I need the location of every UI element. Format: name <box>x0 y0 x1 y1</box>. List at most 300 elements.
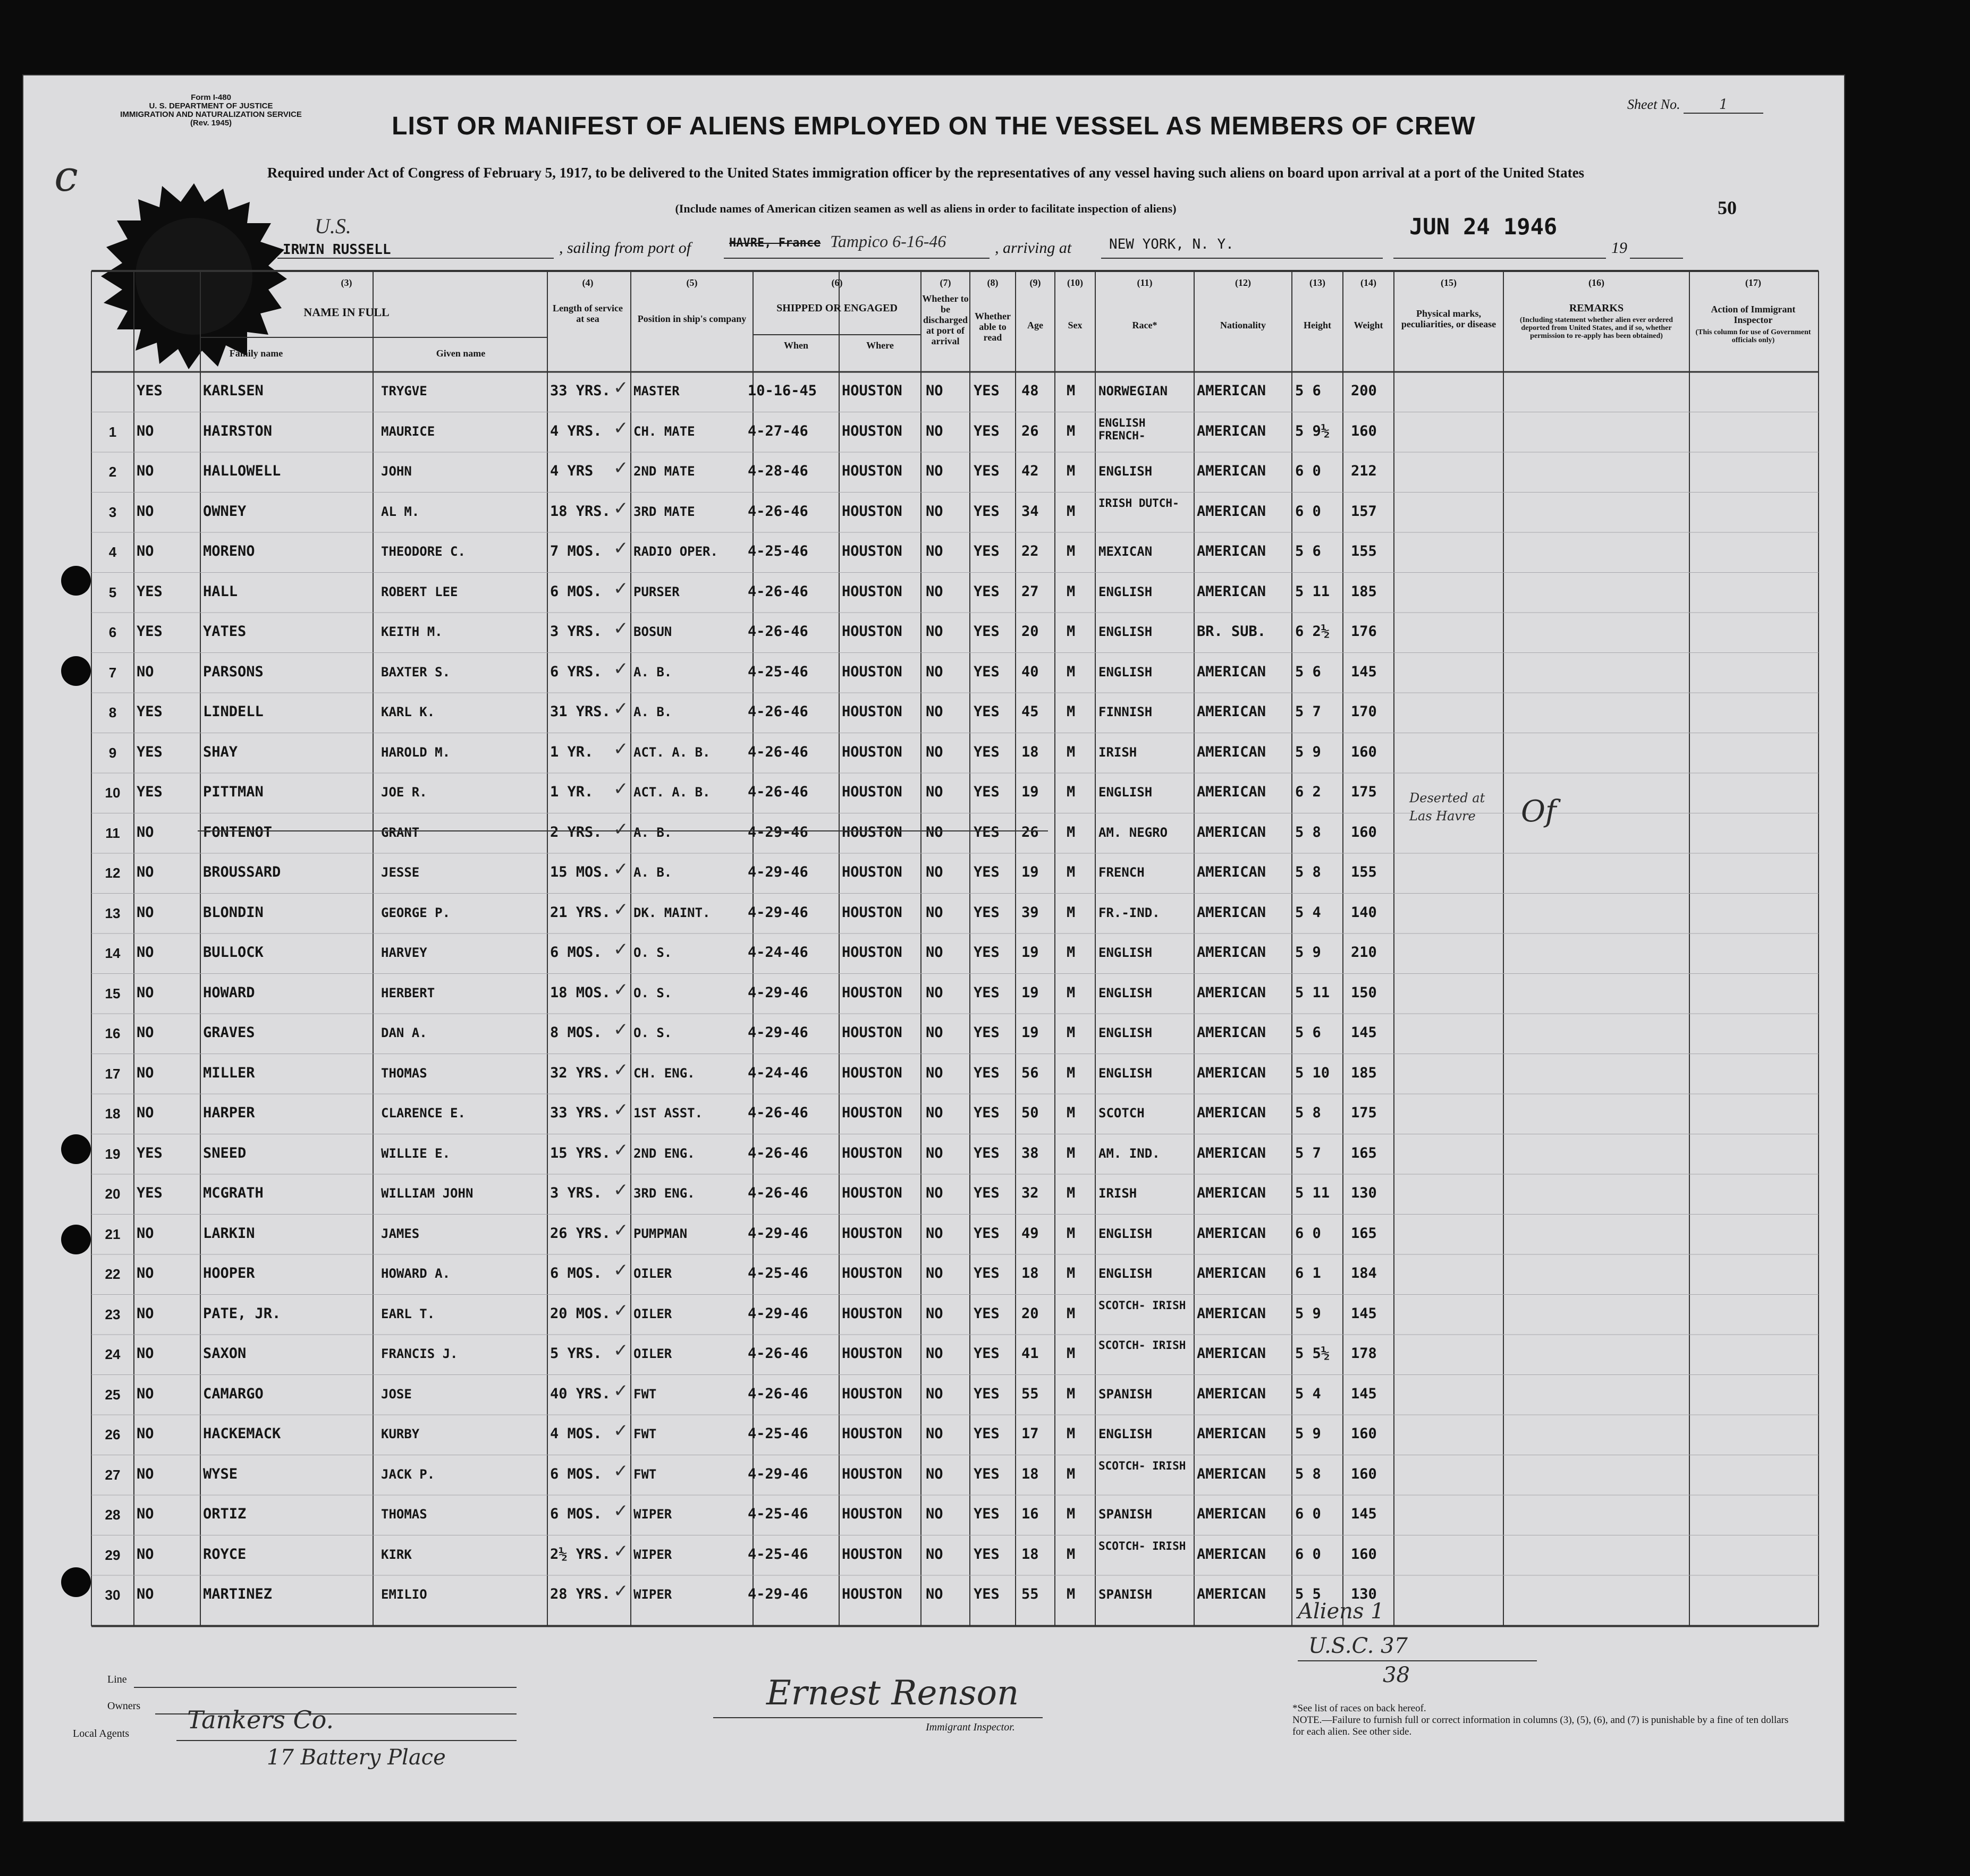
crew-shipped-when: 4-26-46 <box>748 583 808 600</box>
crew-race: SPANISH <box>1098 1386 1153 1402</box>
col13-title: Height <box>1304 320 1331 330</box>
crew-position: MASTER <box>633 384 680 398</box>
crew-discharge: NO <box>926 1385 943 1402</box>
crew-age: 56 <box>1021 1064 1039 1081</box>
crew-shipped-where: HOUSTON <box>842 984 902 1001</box>
crew-sex: M <box>1067 1105 1076 1121</box>
crew-can-read: YES <box>974 1064 1000 1081</box>
crew-family-name: HALLOWELL <box>203 463 281 479</box>
col9-number: (9) <box>1029 277 1041 288</box>
col17-number: (17) <box>1745 277 1761 288</box>
crew-service-length: 6 MOS. <box>550 583 602 600</box>
crew-race: ENGLISH FRENCH- <box>1098 416 1146 442</box>
crew-discharge: NO <box>926 1305 943 1322</box>
crew-weight: 175 <box>1351 784 1377 800</box>
crew-nationality: AMERICAN <box>1197 1265 1266 1281</box>
crew-nationality: AMERICAN <box>1197 1024 1266 1041</box>
crew-age: 19 <box>1021 864 1039 880</box>
crew-race: IRISH <box>1098 1186 1137 1201</box>
crew-can-read: YES <box>974 1024 1000 1041</box>
crew-shipped-where: HOUSTON <box>842 1425 902 1442</box>
form-number: Form I-480 <box>191 93 231 102</box>
crew-service-length: 6 MOS. <box>550 1506 602 1522</box>
crew-family-name: PATE, JR. <box>203 1305 281 1322</box>
crew-race: ENGLISH <box>1098 1065 1153 1081</box>
crew-discharge: NO <box>926 623 943 640</box>
crew-nationality: AMERICAN <box>1197 984 1266 1001</box>
inspector-signature: Ernest Renson <box>766 1674 1019 1713</box>
crew-position: OILER <box>633 1266 672 1281</box>
crew-height: 5 9 <box>1295 944 1321 961</box>
check-mark-icon: ✓ <box>613 1581 629 1602</box>
check-mark-icon: ✓ <box>613 1260 629 1281</box>
crew-family-name: ROYCE <box>203 1546 247 1563</box>
col5-number: (5) <box>686 277 698 288</box>
crew-shipped-when: 4-25-46 <box>748 1506 808 1522</box>
crew-given-name: THOMAS <box>381 1065 427 1081</box>
row-number: 24 <box>105 1346 121 1362</box>
crew-shipped-when: 4-26-46 <box>748 784 808 800</box>
footnote <box>1292 1703 1797 1738</box>
crew-can-read: YES <box>974 583 1000 600</box>
departure-port: HAVRE, France <box>729 236 821 250</box>
crew-discharge: NO <box>926 1105 943 1121</box>
row-number: 19 <box>105 1145 121 1162</box>
crew-citizen: NO <box>137 543 154 559</box>
crew-age: 19 <box>1021 784 1039 800</box>
crew-position: 2ND MATE <box>633 464 695 479</box>
crew-shipped-where: HOUSTON <box>842 503 902 520</box>
crew-weight: 130 <box>1351 1185 1377 1201</box>
crew-weight: 157 <box>1351 503 1377 520</box>
crew-race: ENGLISH <box>1098 624 1153 639</box>
crew-height: 5 8 <box>1295 1105 1321 1121</box>
crew-sex: M <box>1067 383 1076 399</box>
crew-shipped-where: HOUSTON <box>842 1506 902 1522</box>
col6-title: SHIPPED OR ENGAGED <box>776 302 898 314</box>
crew-sex: M <box>1067 1345 1076 1362</box>
crew-sex: M <box>1067 1185 1076 1201</box>
check-mark-icon: ✓ <box>613 1540 629 1562</box>
crew-discharge: NO <box>926 1546 943 1563</box>
crew-family-name: BULLOCK <box>203 944 264 961</box>
crew-shipped-when: 4-29-46 <box>748 864 808 880</box>
inspector-label: Immigrant Inspector. <box>926 1721 1015 1733</box>
crew-shipped-when: 4-26-46 <box>748 703 808 720</box>
crew-can-read: YES <box>974 1144 1000 1161</box>
crew-nationality: AMERICAN <box>1197 1425 1266 1442</box>
crew-service-length: 15 YRS. <box>550 1144 611 1161</box>
crew-discharge: NO <box>926 422 943 439</box>
crew-given-name: CLARENCE E. <box>381 1106 466 1120</box>
crew-position: PUMPMAN <box>633 1226 688 1241</box>
crew-family-name: KARLSEN <box>203 383 264 399</box>
crew-citizen: NO <box>137 1465 154 1482</box>
crew-can-read: YES <box>974 503 1000 520</box>
crew-nationality: AMERICAN <box>1197 1465 1266 1482</box>
crew-family-name: OWNEY <box>203 503 247 520</box>
year-label: 19 <box>1611 239 1627 257</box>
crew-service-length: 33 YRS. <box>550 1105 611 1121</box>
crew-shipped-where: HOUSTON <box>842 1064 902 1081</box>
agents-label: Local Agents <box>73 1728 130 1739</box>
col3-number: (3) <box>341 277 352 288</box>
crew-given-name: JAMES <box>381 1226 420 1241</box>
crew-race: MEXICAN <box>1098 544 1153 559</box>
crew-sex: M <box>1067 984 1076 1001</box>
crew-position: ACT. A. B. <box>633 785 711 800</box>
crew-service-length: 8 MOS. <box>550 1024 602 1041</box>
crew-sex: M <box>1067 1144 1076 1161</box>
crew-citizen: NO <box>137 1586 154 1602</box>
crew-race: NORWEGIAN <box>1098 384 1168 398</box>
crew-given-name: EMILIO <box>381 1587 427 1602</box>
row-number: 17 <box>105 1065 121 1082</box>
crew-discharge: NO <box>926 824 943 841</box>
crew-service-length: 18 MOS. <box>550 984 611 1001</box>
crew-age: 34 <box>1021 503 1039 520</box>
crew-weight: 145 <box>1351 1506 1377 1522</box>
row-number: 13 <box>105 905 121 921</box>
check-mark-icon: ✓ <box>613 1099 629 1120</box>
crew-race: SCOTCH <box>1098 1106 1145 1120</box>
crew-discharge: NO <box>926 663 943 680</box>
sailing-label: , sailing from port of <box>559 239 691 257</box>
crew-shipped-where: HOUSTON <box>842 1225 902 1242</box>
crew-can-read: YES <box>974 1225 1000 1242</box>
crew-shipped-when: 4-26-46 <box>748 623 808 640</box>
crew-can-read: YES <box>974 1546 1000 1563</box>
crew-given-name: GRANT <box>381 825 420 840</box>
crew-age: 48 <box>1021 383 1039 399</box>
crew-discharge: NO <box>926 1506 943 1522</box>
crew-nationality: AMERICAN <box>1197 383 1266 399</box>
crew-discharge: NO <box>926 463 943 479</box>
crew-shipped-where: HOUSTON <box>842 703 902 720</box>
crew-discharge: NO <box>926 864 943 880</box>
crew-can-read: YES <box>974 904 1000 921</box>
check-mark-icon: ✓ <box>613 859 629 880</box>
crew-discharge: NO <box>926 784 943 800</box>
crew-given-name: KEITH M. <box>381 624 443 639</box>
crew-age: 19 <box>1021 984 1039 1001</box>
crew-race: ENGLISH <box>1098 664 1153 680</box>
footnote-races: *See list of races on back hereof. <box>1292 1703 1426 1714</box>
crew-given-name: KARL K. <box>381 704 435 719</box>
crew-nationality: BR. SUB. <box>1197 623 1266 640</box>
crew-position: A. B. <box>633 664 672 680</box>
check-mark-icon: ✓ <box>613 778 629 800</box>
crew-weight: 176 <box>1351 623 1377 640</box>
crew-weight: 160 <box>1351 743 1377 760</box>
crew-given-name: JOE R. <box>381 785 427 800</box>
crew-weight: 170 <box>1351 703 1377 720</box>
crew-family-name: GRAVES <box>203 1024 255 1041</box>
crew-family-name: PITTMAN <box>203 784 264 800</box>
crew-age: 26 <box>1021 824 1039 841</box>
crew-service-length: 15 MOS. <box>550 864 611 880</box>
col17-subtitle: (This column for use of Government officials only) <box>1695 328 1811 344</box>
service-name: IMMIGRATION AND NATURALIZATION SERVICE <box>120 110 302 119</box>
col8-title: Whether able to read <box>975 311 1011 343</box>
crew-service-length: 3 YRS. <box>550 1185 602 1201</box>
crew-shipped-where: HOUSTON <box>842 583 902 600</box>
crew-shipped-where: HOUSTON <box>842 1345 902 1362</box>
vessel-prefix: U.S. <box>315 214 351 238</box>
crew-weight: 155 <box>1351 864 1377 880</box>
crew-weight: 140 <box>1351 904 1377 921</box>
crew-position: O. S. <box>633 985 672 1000</box>
crew-citizen: NO <box>137 1385 154 1402</box>
crew-service-length: 6 YRS. <box>550 663 602 680</box>
arrival-port: NEW YORK, N. Y. <box>1109 236 1234 252</box>
crew-citizen: NO <box>137 1506 154 1522</box>
row-number: 30 <box>105 1587 121 1603</box>
crew-race: IRISH DUTCH- <box>1098 496 1179 510</box>
crew-race: ENGLISH <box>1098 785 1153 800</box>
crew-height: 5 7 <box>1295 703 1321 720</box>
crew-position: FWT <box>633 1466 657 1482</box>
crew-age: 19 <box>1021 944 1039 961</box>
crew-can-read: YES <box>974 1425 1000 1442</box>
arrival-date: JUN 24 1946 <box>1409 214 1558 240</box>
crew-can-read: YES <box>974 1105 1000 1121</box>
crew-age: 45 <box>1021 703 1039 720</box>
check-mark-icon: ✓ <box>613 898 629 920</box>
crew-family-name: SNEED <box>203 1144 247 1161</box>
row-number: 15 <box>105 985 121 1001</box>
row-number: 21 <box>105 1226 121 1242</box>
crew-position: 3RD MATE <box>633 504 695 519</box>
crew-shipped-when: 4-25-46 <box>748 1546 808 1563</box>
crew-service-length: 33 YRS. <box>550 383 611 399</box>
crew-service-length: 40 YRS. <box>550 1385 611 1402</box>
crew-family-name: MORENO <box>203 543 255 559</box>
subtitle-note: (Include names of American citizen seamen as well as aliens in order to facilitate inspection of aliens) <box>675 202 1177 215</box>
crew-given-name: WILLIE E. <box>381 1145 451 1161</box>
crew-shipped-when: 4-25-46 <box>748 663 808 680</box>
col-where: Where <box>866 340 894 351</box>
crew-shipped-when: 4-27-46 <box>748 422 808 439</box>
crew-citizen: NO <box>137 1225 154 1242</box>
check-mark-icon: ✓ <box>613 818 629 840</box>
crew-family-name: HOOPER <box>203 1265 255 1281</box>
col11-number: (11) <box>1137 277 1153 288</box>
crew-can-read: YES <box>974 703 1000 720</box>
col4-number: (4) <box>582 277 594 288</box>
crew-position: RADIO OPER. <box>633 544 718 559</box>
crew-weight: 165 <box>1351 1144 1377 1161</box>
crew-nationality: AMERICAN <box>1197 1546 1266 1563</box>
crew-sex: M <box>1067 784 1076 800</box>
crew-given-name: GEORGE P. <box>381 905 451 920</box>
crew-weight: 185 <box>1351 583 1377 600</box>
crew-service-length: 4 YRS <box>550 463 594 479</box>
crew-age: 18 <box>1021 1546 1039 1563</box>
check-mark-icon: ✓ <box>613 738 629 760</box>
check-mark-icon: ✓ <box>613 1340 629 1361</box>
crew-weight: 212 <box>1351 463 1377 479</box>
col14-number: (14) <box>1360 277 1376 288</box>
crew-sex: M <box>1067 422 1076 439</box>
crew-citizen: NO <box>137 904 154 921</box>
crew-shipped-where: HOUSTON <box>842 944 902 961</box>
crew-nationality: AMERICAN <box>1197 784 1266 800</box>
col7-number: (7) <box>940 277 951 288</box>
crew-can-read: YES <box>974 422 1000 439</box>
crew-can-read: YES <box>974 743 1000 760</box>
crew-height: 5 11 <box>1295 1185 1330 1201</box>
crew-given-name: JOSE <box>381 1386 412 1402</box>
row-number: 29 <box>105 1547 121 1563</box>
check-mark-icon: ✓ <box>613 578 629 599</box>
row11-remark: Deserted at Las Havre <box>1409 791 1485 824</box>
crew-race: ENGLISH <box>1098 1025 1153 1040</box>
crew-position: DK. MAINT. <box>633 905 711 920</box>
crew-discharge: NO <box>926 944 943 961</box>
crew-sex: M <box>1067 1225 1076 1242</box>
crew-race: ENGLISH <box>1098 464 1153 479</box>
crew-shipped-when: 4-29-46 <box>748 1024 808 1041</box>
crew-height: 5 8 <box>1295 864 1321 880</box>
crew-family-name: PARSONS <box>203 663 264 680</box>
crew-service-length: 1 YR. <box>550 743 594 760</box>
crew-sex: M <box>1067 1465 1076 1482</box>
crew-citizen: YES <box>137 1144 163 1161</box>
crew-race: ENGLISH <box>1098 1226 1153 1241</box>
crew-sex: M <box>1067 904 1076 921</box>
crew-service-length: 4 YRS. <box>550 422 602 439</box>
crew-shipped-when: 4-29-46 <box>748 1586 808 1602</box>
crew-race: ENGLISH <box>1098 945 1153 960</box>
crew-position: O. S. <box>633 1025 672 1040</box>
crew-age: 22 <box>1021 543 1039 559</box>
crew-height: 5 11 <box>1295 583 1330 600</box>
check-mark-icon: ✓ <box>613 618 629 639</box>
punch-hole <box>61 566 91 596</box>
crew-height: 6 0 <box>1295 503 1321 520</box>
crew-given-name: KIRK <box>381 1547 412 1562</box>
col3-title: NAME IN FULL <box>303 305 390 319</box>
crew-height: 5 5½ <box>1295 1345 1330 1362</box>
crew-sex: M <box>1067 1385 1076 1402</box>
crew-can-read: YES <box>974 944 1000 961</box>
crew-sex: M <box>1067 1546 1076 1563</box>
row-number: 14 <box>105 945 121 961</box>
owners-label: Owners <box>107 1700 141 1712</box>
crew-family-name: SHAY <box>203 743 238 760</box>
crew-family-name: LINDELL <box>203 703 264 720</box>
crew-discharge: NO <box>926 703 943 720</box>
footnote-penalty: NOTE.—Failure to furnish full or correct information in columns (3), (5), (6), and (7) is punishable by a fine of ten dollars for each alien. See other side. <box>1292 1714 1789 1737</box>
crew-shipped-when: 4-26-46 <box>748 503 808 520</box>
vessel-name: IRWIN RUSSELL <box>283 242 391 258</box>
crew-weight: 145 <box>1351 1385 1377 1402</box>
crew-nationality: AMERICAN <box>1197 1586 1266 1602</box>
crew-sex: M <box>1067 1024 1076 1041</box>
crew-given-name: JOHN <box>381 464 412 479</box>
crew-height: 6 0 <box>1295 1225 1321 1242</box>
crew-age: 50 <box>1021 1105 1039 1121</box>
crew-nationality: AMERICAN <box>1197 1064 1266 1081</box>
crew-weight: 160 <box>1351 1465 1377 1482</box>
crew-shipped-where: HOUSTON <box>842 1546 902 1563</box>
crew-citizen: NO <box>137 1064 154 1081</box>
col15-title: Physical marks, peculiarities, or disease <box>1401 308 1496 329</box>
col-when: When <box>783 340 808 351</box>
check-mark-icon: ✓ <box>613 377 629 398</box>
crew-age: 39 <box>1021 904 1039 921</box>
crew-shipped-where: HOUSTON <box>842 1465 902 1482</box>
agents-signature: Tankers Co. <box>187 1705 334 1734</box>
col5-title: Position in ship's company <box>637 313 747 324</box>
crew-weight: 184 <box>1351 1265 1377 1281</box>
check-mark-icon: ✓ <box>613 1179 629 1201</box>
crew-age: 18 <box>1021 743 1039 760</box>
row-number: 16 <box>105 1025 121 1041</box>
crew-weight: 175 <box>1351 1105 1377 1121</box>
punch-hole <box>61 1134 91 1164</box>
crew-shipped-when: 4-26-46 <box>748 1105 808 1121</box>
crew-family-name: HOWARD <box>203 984 255 1001</box>
crew-service-length: 6 MOS. <box>550 1465 602 1482</box>
crew-height: 5 10 <box>1295 1064 1330 1081</box>
crew-given-name: HAROLD M. <box>381 744 451 760</box>
crew-age: 18 <box>1021 1265 1039 1281</box>
crew-age: 55 <box>1021 1385 1039 1402</box>
check-mark-icon: ✓ <box>613 1019 629 1040</box>
crew-service-length: 2 YRS. <box>550 824 602 841</box>
crew-position: 3RD ENG. <box>633 1186 695 1201</box>
check-mark-icon: ✓ <box>613 1500 629 1522</box>
crew-given-name: FRANCIS J. <box>381 1346 458 1361</box>
row-number: 6 <box>108 624 117 640</box>
crew-height: 6 2½ <box>1295 623 1330 640</box>
crew-family-name: MARTINEZ <box>203 1586 273 1602</box>
row-number: 23 <box>105 1306 121 1322</box>
col14-title: Weight <box>1354 320 1383 330</box>
crew-nationality: AMERICAN <box>1197 944 1266 961</box>
row-number: 1 <box>108 423 117 440</box>
crew-age: 18 <box>1021 1465 1039 1482</box>
crew-shipped-where: HOUSTON <box>842 543 902 559</box>
crew-family-name: HARPER <box>203 1105 255 1121</box>
crew-can-read: YES <box>974 543 1000 559</box>
crew-race: FINNISH <box>1098 704 1153 719</box>
crew-shipped-when: 4-25-46 <box>748 543 808 559</box>
crew-nationality: AMERICAN <box>1197 583 1266 600</box>
crew-family-name: FONTENOT <box>203 824 273 841</box>
crew-nationality: AMERICAN <box>1197 1305 1266 1322</box>
col4-title: Length of service at sea <box>553 303 623 324</box>
col12-title: Nationality <box>1220 320 1266 330</box>
crew-given-name: JACK P. <box>381 1466 435 1482</box>
crew-family-name: SAXON <box>203 1345 247 1362</box>
crew-nationality: AMERICAN <box>1197 663 1266 680</box>
crew-age: 20 <box>1021 1305 1039 1322</box>
crew-height: 6 0 <box>1295 1546 1321 1563</box>
crew-family-name: ORTIZ <box>203 1506 247 1522</box>
crew-shipped-where: HOUSTON <box>842 784 902 800</box>
col8-number: (8) <box>987 277 999 288</box>
crew-race: ENGLISH <box>1098 584 1153 599</box>
crew-position: WIPER <box>633 1587 672 1602</box>
crew-age: 16 <box>1021 1506 1039 1522</box>
crew-service-length: 18 YRS. <box>550 503 611 520</box>
crew-race: ENGLISH <box>1098 985 1153 1000</box>
sheet-label: Sheet No. <box>1627 97 1680 112</box>
crew-service-length: 6 MOS. <box>550 944 602 961</box>
